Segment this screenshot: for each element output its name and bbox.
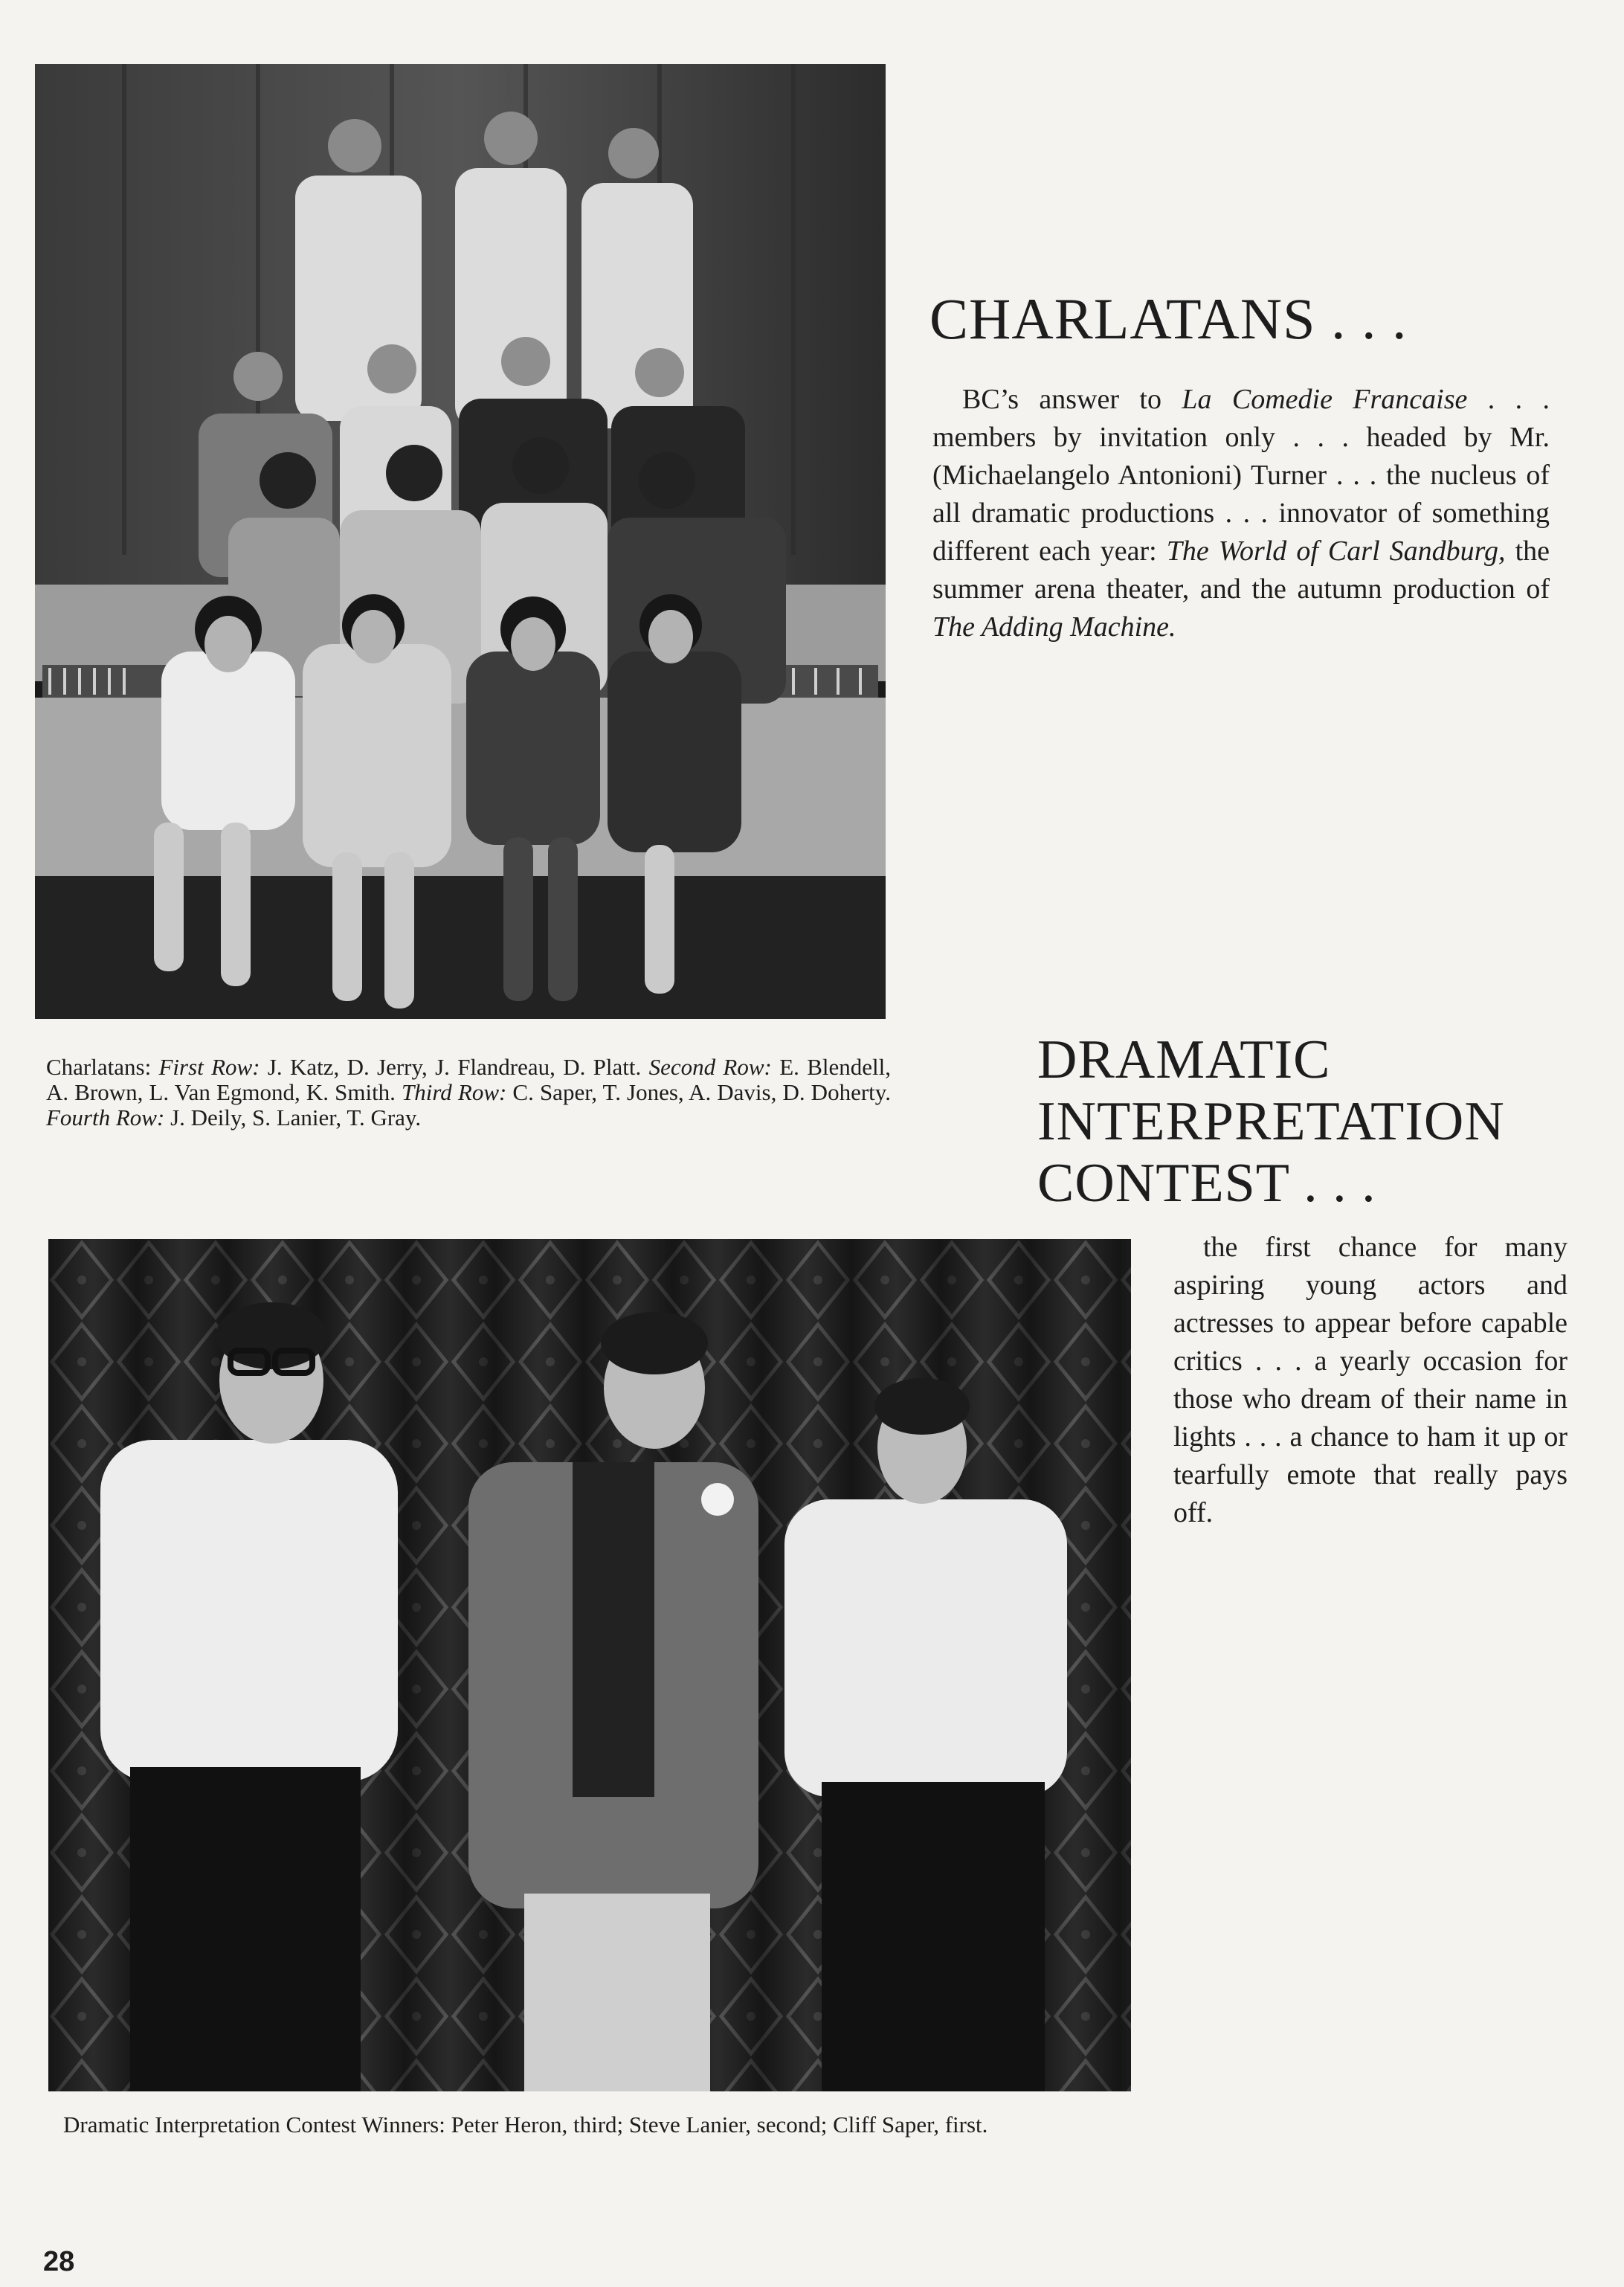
contest-winners-photo xyxy=(48,1239,1131,2091)
contest-description: the first chance for many aspiring young actors and actresses to appear before capable critics . . . a yearly occasion for those who dream of their name in lights . . . a chance to ham it up or tearfully emote that really pays off. xyxy=(1173,1232,1567,1528)
charlatans-description: BC’s answer to La Comedie Francaise . . . members by invitation only . . . headed by Mr. (Michaelangelo Antonioni) Turner . . . the nucleus of all dramatic productions . . . innovator of something different each year: The World of Carl Sandburg, the summer arena theater, and the autumn production of The Adding Machine. xyxy=(932,384,1550,643)
contest-heading-line: DRAMATIC xyxy=(1037,1029,1331,1090)
page-number: 28 xyxy=(43,2246,75,2277)
charlatans-heading: CHARLATANS . . . xyxy=(929,286,1408,351)
contest-heading xyxy=(1037,1029,1602,1215)
contest-photo-caption: Dramatic Interpretation Contest Winners: Peter Heron, third; Steve Lanier, second; Cliff Saper, first. xyxy=(63,2111,988,2138)
contest-heading-line: CONTEST . . . xyxy=(1037,1152,1376,1214)
charlatans-photo-caption: Charlatans: First Row: J. Katz, D. Jerry, J. Flandreau, D. Platt. Second Row: E. Blendell, A. Brown, L. Van Egmond, K. Smith. Third Row: C. Saper, T. Jones, A. Davis, D. Doherty. Fourth Row: J. Deily, S. Lanier, T. Gray. xyxy=(46,1054,891,1130)
contest-heading-line: INTERPRETATION xyxy=(1037,1090,1505,1152)
charlatans-group-photo xyxy=(35,64,886,1019)
